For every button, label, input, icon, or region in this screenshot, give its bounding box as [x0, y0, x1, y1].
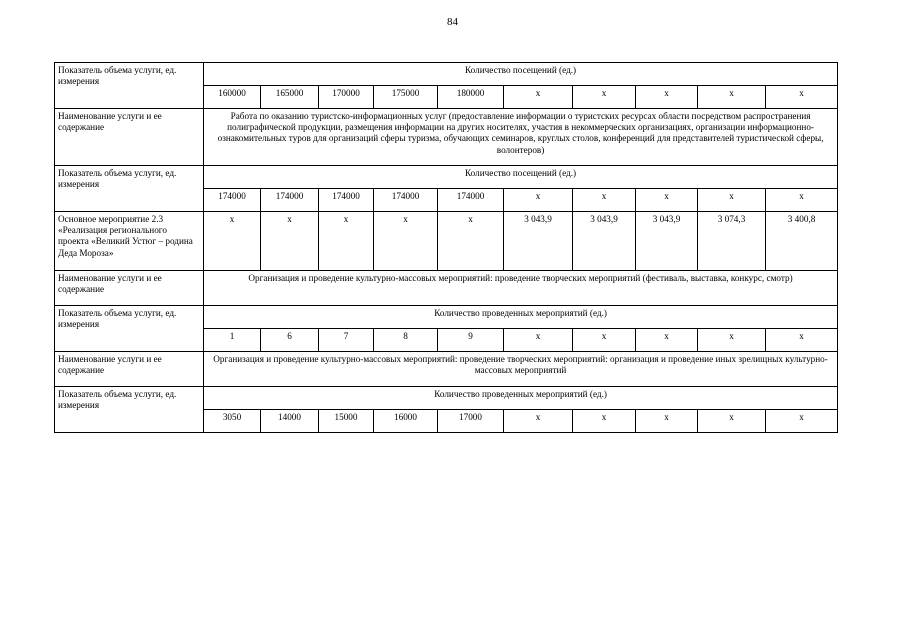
value-cell: х [636, 189, 698, 212]
indicator-unit: Количество посещений (ед.) [204, 63, 838, 86]
value-cell: х [766, 329, 838, 352]
value-cell: 170000 [319, 86, 374, 109]
value-cell: х [438, 212, 504, 271]
value-cell: х [766, 189, 838, 212]
row-label: Основное мероприятие 2.3 «Реализация регионального проекта «Великий Устюг – родина Деда Мороза» [55, 212, 204, 271]
row-label: Показатель объема услуги, ед. измерения [55, 63, 204, 109]
value-cell: х [504, 410, 573, 433]
value-cell: 14000 [261, 410, 319, 433]
value-cell: 9 [438, 329, 504, 352]
value-cell: х [636, 410, 698, 433]
table-row [55, 387, 838, 410]
value-cell: х [636, 329, 698, 352]
value-cell: 174000 [438, 189, 504, 212]
row-label: Показатель объема услуги, ед. измерения [55, 387, 204, 433]
table-row [55, 271, 838, 306]
indicator-unit: Количество посещений (ед.) [204, 166, 838, 189]
value-cell: 180000 [438, 86, 504, 109]
service-description: Организация и проведение культурно-массовых мероприятий: проведение творческих мероприятий: организация и проведение иных зрелищных культурно-массовых мероприятий [204, 352, 838, 387]
value-cell: 7 [319, 329, 374, 352]
value-cell: х [504, 329, 573, 352]
table-row [55, 306, 838, 329]
program-table [54, 62, 838, 433]
table-row [55, 63, 838, 86]
value-cell: х [573, 189, 636, 212]
value-cell: 3 043,9 [573, 212, 636, 271]
table-row [55, 109, 838, 166]
value-cell: 16000 [374, 410, 438, 433]
value-cell: х [204, 212, 261, 271]
value-cell: х [766, 410, 838, 433]
value-cell: 6 [261, 329, 319, 352]
value-cell: х [504, 86, 573, 109]
row-label: Наименование услуги и ее содержание [55, 271, 204, 306]
value-cell: 165000 [261, 86, 319, 109]
service-description: Работа по оказанию туристско-информационных услуг (предоставление информации о туристских ресурсах области посредством распространения полиграфической продукции, размещения информации на других носителях, участия в некоммерческих организациях, организации информационно-ознакомительных туров для организаций сферы туризма, обучающих семинаров, круглых столов, конференций для представителей туристической сферы, волонтеров) [204, 109, 838, 166]
value-cell: х [636, 86, 698, 109]
value-cell: х [573, 86, 636, 109]
value-cell: 174000 [374, 189, 438, 212]
service-description: Организация и проведение культурно-массовых мероприятий: проведение творческих мероприятий (фестиваль, выставка, конкурс, смотр) [204, 271, 838, 306]
value-cell: 160000 [204, 86, 261, 109]
row-label: Показатель объема услуги, ед. измерения [55, 166, 204, 212]
value-cell: 8 [374, 329, 438, 352]
value-cell: 17000 [438, 410, 504, 433]
value-cell: х [504, 189, 573, 212]
row-label: Наименование услуги и ее содержание [55, 352, 204, 387]
value-cell: 3 074,3 [698, 212, 766, 271]
table-row [55, 166, 838, 189]
indicator-unit: Количество проведенных мероприятий (ед.) [204, 306, 838, 329]
table-row [55, 212, 838, 271]
value-cell: 174000 [204, 189, 261, 212]
value-cell: 174000 [319, 189, 374, 212]
indicator-unit: Количество проведенных мероприятий (ед.) [204, 387, 838, 410]
value-cell: х [261, 212, 319, 271]
table-row [55, 352, 838, 387]
value-cell: х [698, 410, 766, 433]
row-label: Наименование услуги и ее содержание [55, 109, 204, 166]
value-cell: 175000 [374, 86, 438, 109]
value-cell: 1 [204, 329, 261, 352]
value-cell: х [766, 86, 838, 109]
value-cell: 3 043,9 [636, 212, 698, 271]
value-cell: 3050 [204, 410, 261, 433]
value-cell: х [698, 329, 766, 352]
value-cell: 3 400,8 [766, 212, 838, 271]
value-cell: х [573, 329, 636, 352]
value-cell: х [319, 212, 374, 271]
value-cell: х [698, 86, 766, 109]
value-cell: х [573, 410, 636, 433]
row-label: Показатель объема услуги, ед. измерения [55, 306, 204, 352]
page-number: 84 [447, 16, 458, 28]
value-cell: 15000 [319, 410, 374, 433]
value-cell: 3 043,9 [504, 212, 573, 271]
value-cell: 174000 [261, 189, 319, 212]
value-cell: х [374, 212, 438, 271]
value-cell: х [698, 189, 766, 212]
